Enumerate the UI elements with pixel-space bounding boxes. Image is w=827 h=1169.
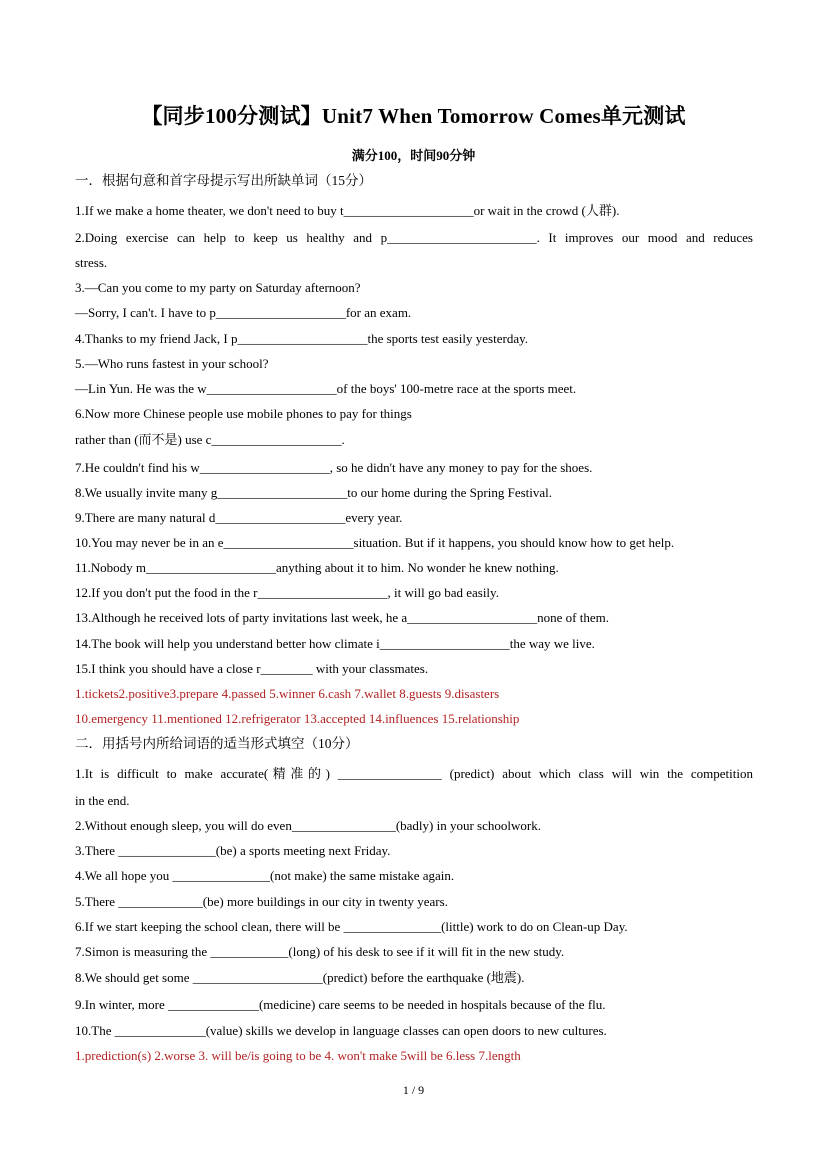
question-line: 5.There _____________(be) more buildings in our city in twenty years. [75, 894, 448, 909]
question-line: 9.In winter, more ______________(medicine) care seems to be needed in hospitals because of the flu. [75, 997, 606, 1012]
answer-line: 1.prediction(s) 2.worse 3. will be/is going to be 4. won't make 5will be 6.less 7.length [75, 1048, 521, 1063]
page-number: 1 / 9 [402, 1083, 425, 1097]
answer-line: 1.tickets2.positive3.prepare 4.passed 5.winner 6.cash 7.wallet 8.guests 9.disasters [75, 686, 500, 701]
question-line: 4.Thanks to my friend Jack, I p____________________the sports test easily yesterday. [75, 331, 528, 346]
question-line: 9.There are many natural d____________________every year. [75, 510, 403, 525]
question-line: 6.Now more Chinese people use mobile phones to pay for things [75, 406, 412, 421]
question-line: 1.If we make a home theater, we don't need to buy t____________________or wait in the crowd (人群). [75, 203, 620, 218]
question-line: 2.Doing exercise can help to keep us healthy and p_______________________. It improves our mood and reduces [75, 230, 753, 245]
question-line: 1.It is difficult to make accurate(精准的) ________________ (predict) about which class will win the competition [75, 766, 753, 781]
question-line: 12.If you don't put the food in the r____________________, it will go bad easily. [75, 585, 499, 600]
question-line: 7.He couldn't find his w____________________, so he didn't have any money to pay for the shoes. [75, 460, 593, 475]
question-line: 5.—Who runs fastest in your school? [75, 356, 269, 371]
page-title: 【同步100分测试】Unit7 When Tomorrow Comes单元测试 [141, 104, 686, 128]
question-line: —Lin Yun. He was the w____________________of the boys' 100-metre race at the sports meet. [75, 381, 577, 396]
question-line: 13.Although he received lots of party invitations last week, he a____________________none of them. [75, 610, 609, 625]
question-line: 4.We all hope you _______________(not make) the same mistake again. [75, 868, 455, 883]
question-line: rather than (而不是) use c____________________. [75, 432, 345, 447]
answer-line: 10.emergency 11.mentioned 12.refrigerator 13.accepted 14.influences 15.relationship [75, 711, 520, 726]
question-line: 10.The ______________(value) skills we develop in language classes can open doors to new cultures. [75, 1023, 607, 1038]
question-line: 14.The book will help you understand better how climate i____________________the way we live. [75, 636, 595, 651]
question-line: 11.Nobody m____________________anything about it to him. No wonder he knew nothing. [75, 560, 559, 575]
question-line: 8.We should get some ____________________(predict) before the earthquake (地震). [75, 970, 525, 985]
question-line: 8.We usually invite many g____________________to our home during the Spring Festival. [75, 485, 553, 500]
question-line: in the end. [75, 793, 130, 808]
page-subtitle: 满分100，时间90分钟 [351, 148, 476, 163]
question-line: 6.If we start keeping the school clean, there will be _______________(little) work to do on Clean-up Day. [75, 919, 628, 934]
question-line: 2.Without enough sleep, you will do even________________(badly) in your schoolwork. [75, 818, 541, 833]
section2-heading: 二．用括号内所给词语的适当形式填空（10分） [75, 736, 359, 751]
question-line: 3.There _______________(be) a sports meeting next Friday. [75, 843, 391, 858]
question-line: 10.You may never be in an e____________________situation. But if it happens, you should know how to get help. [75, 535, 675, 550]
question-line: stress. [75, 255, 108, 270]
question-line: 15.I think you should have a close r________ with your classmates. [75, 661, 429, 676]
question-line: 7.Simon is measuring the ____________(long) of his desk to see if it will fit in the new study. [75, 944, 565, 959]
question-line: 3.—Can you come to my party on Saturday afternoon? [75, 280, 361, 295]
section1-heading: 一．根据句意和首字母提示写出所缺单词（15分） [75, 173, 372, 188]
question-line: —Sorry, I can't. I have to p____________________for an exam. [75, 305, 412, 320]
